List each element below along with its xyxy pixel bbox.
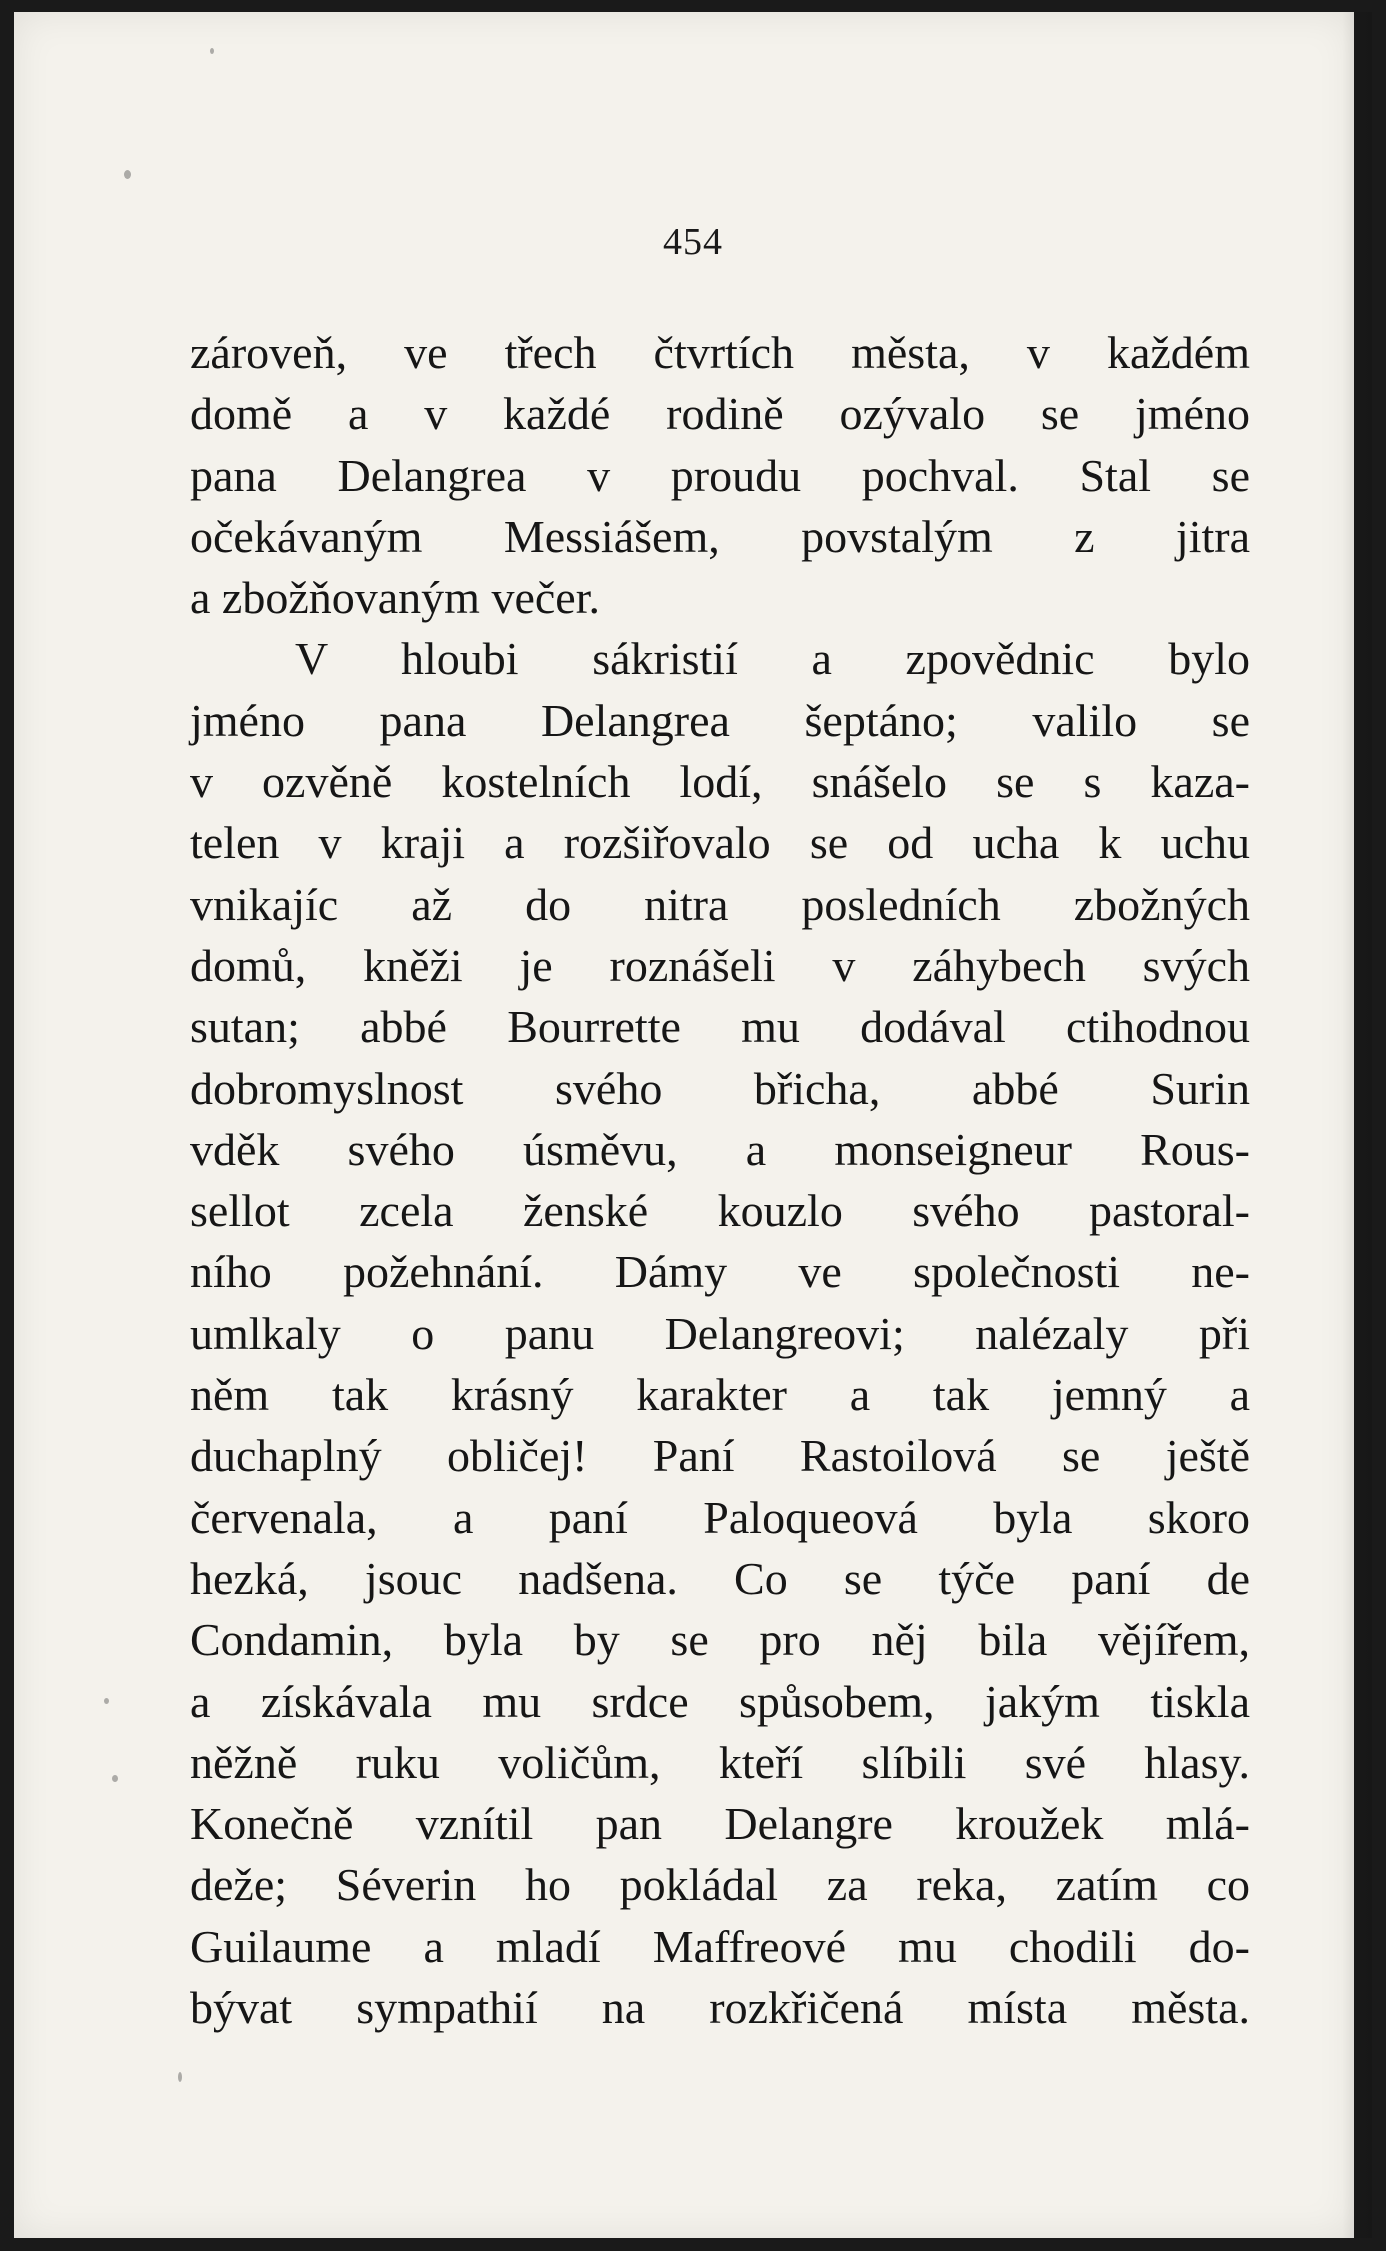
text-line: ního požehnání. Dámy ve společnosti ne- xyxy=(190,1246,1250,1298)
text-line: Konečně vznítil pan Delangre kroužek mlá- xyxy=(190,1798,1250,1850)
text-line: umlkaly o panu Delangreovi; nalézaly při xyxy=(190,1307,1250,1359)
scan-speck xyxy=(124,170,131,179)
text-line: něžně ruku voličům, kteří slíbili své hlasy. xyxy=(190,1736,1250,1788)
text-line: pana Delangrea v proudu pochval. Stal se xyxy=(190,449,1250,501)
text-line: domů, kněži je roznášeli v záhybech svých xyxy=(190,939,1250,991)
text-line: Condamin, byla by se pro něj bila vějířem, xyxy=(190,1614,1250,1666)
text-line: sutan; abbé Bourrette mu dodával ctihodnou xyxy=(190,1001,1250,1053)
text-line: telen v kraji a rozšiřovalo se od ucha k uchu xyxy=(190,817,1250,869)
text-line: zároveň, ve třech čtvrtích města, v každém xyxy=(190,327,1250,378)
text-line: a získávala mu srdce spůsobem, jakým tiskla xyxy=(190,1675,1250,1727)
text-line: bývat sympathií na rozkřičená místa města. xyxy=(190,1982,1250,2034)
text-line: hezká, jsouc nadšena. Co se týče paní de xyxy=(190,1552,1250,1604)
text-line: červenala, a paní Paloqueová byla skoro xyxy=(190,1491,1250,1543)
page-number: 454 xyxy=(663,221,723,263)
text-line: a zbožňovaným večer. xyxy=(190,572,600,624)
text-line: duchaplný obličej! Paní Rastoilová se ještě xyxy=(190,1430,1250,1482)
text-line: vděk svého úsměvu, a monseigneur Rous- xyxy=(190,1123,1250,1175)
scan-speck xyxy=(104,1698,109,1704)
scan-speck xyxy=(178,2072,182,2082)
text-line: dobromyslnost svého břicha, abbé Surin xyxy=(190,1062,1250,1114)
page-edge-shadow xyxy=(1342,12,1372,2238)
text-line: V hloubi sákristií a zpovědnic bylo xyxy=(295,633,1250,685)
scan-speck xyxy=(112,1775,118,1782)
text-line: jméno pana Delangrea šeptáno; valilo se xyxy=(190,694,1250,746)
text-line: něm tak krásný karakter a tak jemný a xyxy=(190,1369,1250,1421)
scan-speck xyxy=(210,48,214,54)
text-line: v ozvěně kostelních lodí, snášelo se s kaza- xyxy=(190,756,1250,808)
text-line: deže; Séverin ho pokládal za reka, zatím co xyxy=(190,1859,1250,1911)
text-line: sellot zcela ženské kouzlo svého pastoral- xyxy=(190,1185,1250,1237)
body-text xyxy=(190,322,1250,2038)
text-line: domě a v každé rodině ozývalo se jméno xyxy=(190,388,1250,440)
text-line: očekávaným Messiášem, povstalým z jitra xyxy=(190,510,1250,562)
text-line: vnikajíc až do nitra posledních zbožných xyxy=(190,878,1250,930)
text-line: Guilaume a mladí Maffreové mu chodili do- xyxy=(190,1920,1250,1972)
